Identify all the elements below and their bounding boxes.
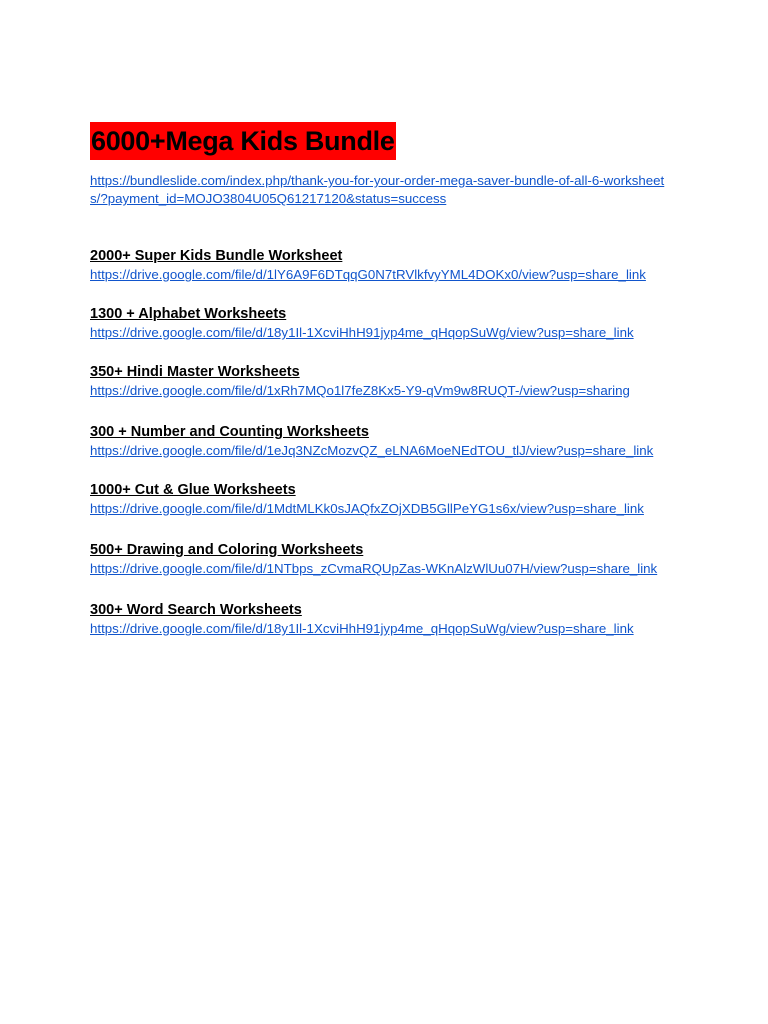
section-number-counting (90, 422, 690, 460)
section-heading: 500+ Drawing and Coloring Worksheets (90, 542, 364, 558)
section-heading: 2000+ Super Kids Bundle Worksheet (90, 248, 343, 264)
drive-link[interactable]: https://drive.google.com/file/d/1eJq3NZcMozvQZ_eLNA6MoeNEdTOU_tlJ/view?usp=share_link (90, 443, 654, 458)
section-hindi (90, 362, 690, 400)
section-cut-glue (90, 480, 690, 518)
section-heading: 350+ Hindi Master Worksheets (90, 364, 300, 380)
section-word-search (90, 600, 690, 638)
page-title: 6000+Mega Kids Bundle (90, 122, 396, 160)
drive-link[interactable]: https://drive.google.com/file/d/1MdtMLKk0sJAQfxZOjXDB5GllPeYG1s6x/view?usp=share_link (90, 501, 644, 516)
section-heading: 300+ Word Search Worksheets (90, 602, 302, 618)
section-heading: 1300 + Alphabet Worksheets (90, 306, 287, 322)
section-alphabet (90, 304, 690, 342)
section-heading: 1000+ Cut & Glue Worksheets (90, 482, 296, 498)
section-drawing-coloring (90, 540, 690, 578)
drive-link[interactable]: https://drive.google.com/file/d/1lY6A9F6DTqqG0N7tRVlkfvyYML4DOKx0/view?usp=share_link (90, 267, 646, 282)
drive-link[interactable]: https://drive.google.com/file/d/18y1Il-1XcviHhH91jyp4me_qHqopSuWg/view?usp=share_link (90, 325, 634, 340)
section-super-kids (90, 246, 690, 284)
drive-link[interactable]: https://drive.google.com/file/d/1xRh7MQo1l7feZ8Kx5-Y9-qVm9w8RUQT-/view?usp=sharing (90, 383, 630, 398)
drive-link[interactable]: https://drive.google.com/file/d/18y1Il-1XcviHhH91jyp4me_qHqopSuWg/view?usp=share_link (90, 621, 634, 636)
drive-link[interactable]: https://drive.google.com/file/d/1NTbps_zCvmaRQUpZas-WKnAlzWlUu07H/view?usp=share_link (90, 561, 658, 576)
order-link[interactable]: https://bundleslide.com/index.php/thank-you-for-your-order-mega-saver-bundle-of-all-6-worksheets/?payment_id=MOJO3804U05Q61217120&status=success (90, 173, 665, 206)
section-heading: 300 + Number and Counting Worksheets (90, 424, 369, 440)
document-page (90, 122, 690, 638)
